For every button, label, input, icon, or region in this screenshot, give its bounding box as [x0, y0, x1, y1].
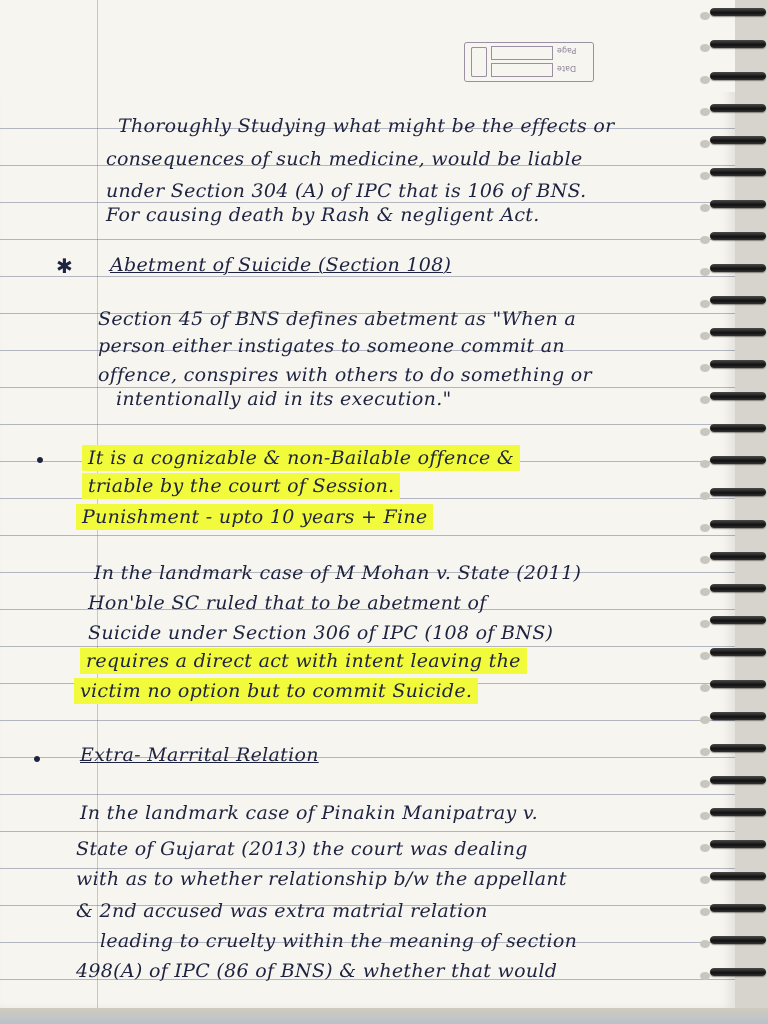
text-line: Section 45 of BNS defines abetment as "When a	[98, 308, 576, 330]
binding-hole	[700, 428, 710, 436]
spiral-coil	[710, 232, 766, 240]
spiral-coil	[710, 136, 766, 144]
page-date-box	[464, 42, 594, 82]
spiral-binding-icon	[700, 0, 768, 1010]
highlighted-line: victim no option but to commit Suicide.	[74, 678, 478, 704]
spiral-coil	[710, 968, 766, 976]
spiral-coil	[710, 584, 766, 592]
spiral-coil	[710, 392, 766, 400]
binding-hole	[700, 876, 710, 884]
text-line: offence, conspires with others to do something or	[98, 364, 592, 386]
binding-hole	[700, 108, 710, 116]
text-line: Suicide under Section 306 of IPC (108 of BNS)	[88, 622, 554, 644]
binding-hole	[700, 44, 710, 52]
spiral-coil	[710, 904, 766, 912]
bullet-icon	[37, 457, 43, 463]
binding-hole	[700, 12, 710, 20]
spiral-coil	[710, 104, 766, 112]
highlighted-line: triable by the court of Session.	[82, 473, 400, 499]
binding-hole	[700, 620, 710, 628]
binding-hole	[700, 812, 710, 820]
binding-hole	[700, 908, 710, 916]
spiral-coil	[710, 744, 766, 752]
binding-hole	[700, 300, 710, 308]
star-icon: ✱	[56, 254, 73, 278]
highlighted-line: It is a cognizable & non-Bailable offence &	[82, 445, 520, 471]
spiral-coil	[710, 648, 766, 656]
highlighted-line: Punishment - upto 10 years + Fine	[76, 504, 433, 530]
text-line: leading to cruelty within the meaning of section	[100, 930, 578, 952]
spiral-coil	[710, 936, 766, 944]
pencil-icon	[471, 47, 487, 77]
spiral-coil	[710, 72, 766, 80]
text-line: under Section 304 (A) of IPC that is 106 of BNS.	[106, 180, 587, 202]
spiral-coil	[710, 488, 766, 496]
spiral-coil	[710, 872, 766, 880]
spiral-coil	[710, 264, 766, 272]
text-line: & 2nd accused was extra matrial relation	[76, 900, 488, 922]
page-header-band	[0, 0, 735, 92]
text-line: person either instigates to someone commit an	[98, 335, 565, 357]
binding-hole	[700, 684, 710, 692]
binding-hole	[700, 716, 710, 724]
spiral-coil	[710, 680, 766, 688]
spiral-coil	[710, 840, 766, 848]
text-line: State of Gujarat (2013) the court was dealing	[76, 838, 528, 860]
page-field	[491, 46, 553, 60]
page-bottom-edge	[0, 1008, 768, 1024]
spiral-coil	[710, 712, 766, 720]
spiral-coil	[710, 296, 766, 304]
section-heading: Extra- Marrital Relation	[80, 744, 319, 766]
spiral-coil	[710, 424, 766, 432]
page-label: Page	[557, 46, 577, 55]
text-line: consequences of such medicine, would be liable	[106, 148, 583, 170]
binding-hole	[700, 748, 710, 756]
text-line: intentionally aid in its execution."	[116, 388, 452, 410]
binding-hole	[700, 236, 710, 244]
binding-hole	[700, 492, 710, 500]
bullet-icon	[34, 756, 40, 762]
text-line: Thoroughly Studying what might be the effects or	[118, 115, 615, 137]
text-line: Hon'ble SC ruled that to be abetment of	[88, 592, 487, 614]
spiral-coil	[710, 8, 766, 16]
binding-hole	[700, 940, 710, 948]
spiral-coil	[710, 808, 766, 816]
text-line: For causing death by Rash & negligent Act.	[106, 204, 540, 226]
text-line: In the landmark case of Pinakin Manipatray v.	[80, 802, 538, 824]
binding-hole	[700, 140, 710, 148]
binding-hole	[700, 172, 710, 180]
spiral-coil	[710, 40, 766, 48]
spiral-coil	[710, 168, 766, 176]
binding-hole	[700, 268, 710, 276]
binding-hole	[700, 844, 710, 852]
spiral-coil	[710, 520, 766, 528]
spiral-coil	[710, 200, 766, 208]
date-field	[491, 63, 553, 77]
binding-hole	[700, 204, 710, 212]
binding-hole	[700, 588, 710, 596]
spiral-coil	[710, 552, 766, 560]
spiral-coil	[710, 360, 766, 368]
binding-hole	[700, 396, 710, 404]
text-line: 498(A) of IPC (86 of BNS) & whether that would	[76, 960, 558, 982]
spiral-coil	[710, 616, 766, 624]
date-label: Date	[557, 64, 577, 73]
text-line: In the landmark case of M Mohan v. State (2011)	[94, 562, 582, 584]
spiral-coil	[710, 328, 766, 336]
binding-hole	[700, 972, 710, 980]
binding-hole	[700, 524, 710, 532]
binding-hole	[700, 556, 710, 564]
spiral-coil	[710, 456, 766, 464]
highlighted-line: requires a direct act with intent leaving the	[80, 648, 527, 674]
text-line: with as to whether relationship b/w the appellant	[76, 868, 567, 890]
binding-hole	[700, 76, 710, 84]
binding-hole	[700, 780, 710, 788]
section-heading: Abetment of Suicide (Section 108)	[110, 254, 452, 276]
binding-hole	[700, 364, 710, 372]
binding-hole	[700, 652, 710, 660]
binding-hole	[700, 460, 710, 468]
spiral-coil	[710, 776, 766, 784]
binding-hole	[700, 332, 710, 340]
